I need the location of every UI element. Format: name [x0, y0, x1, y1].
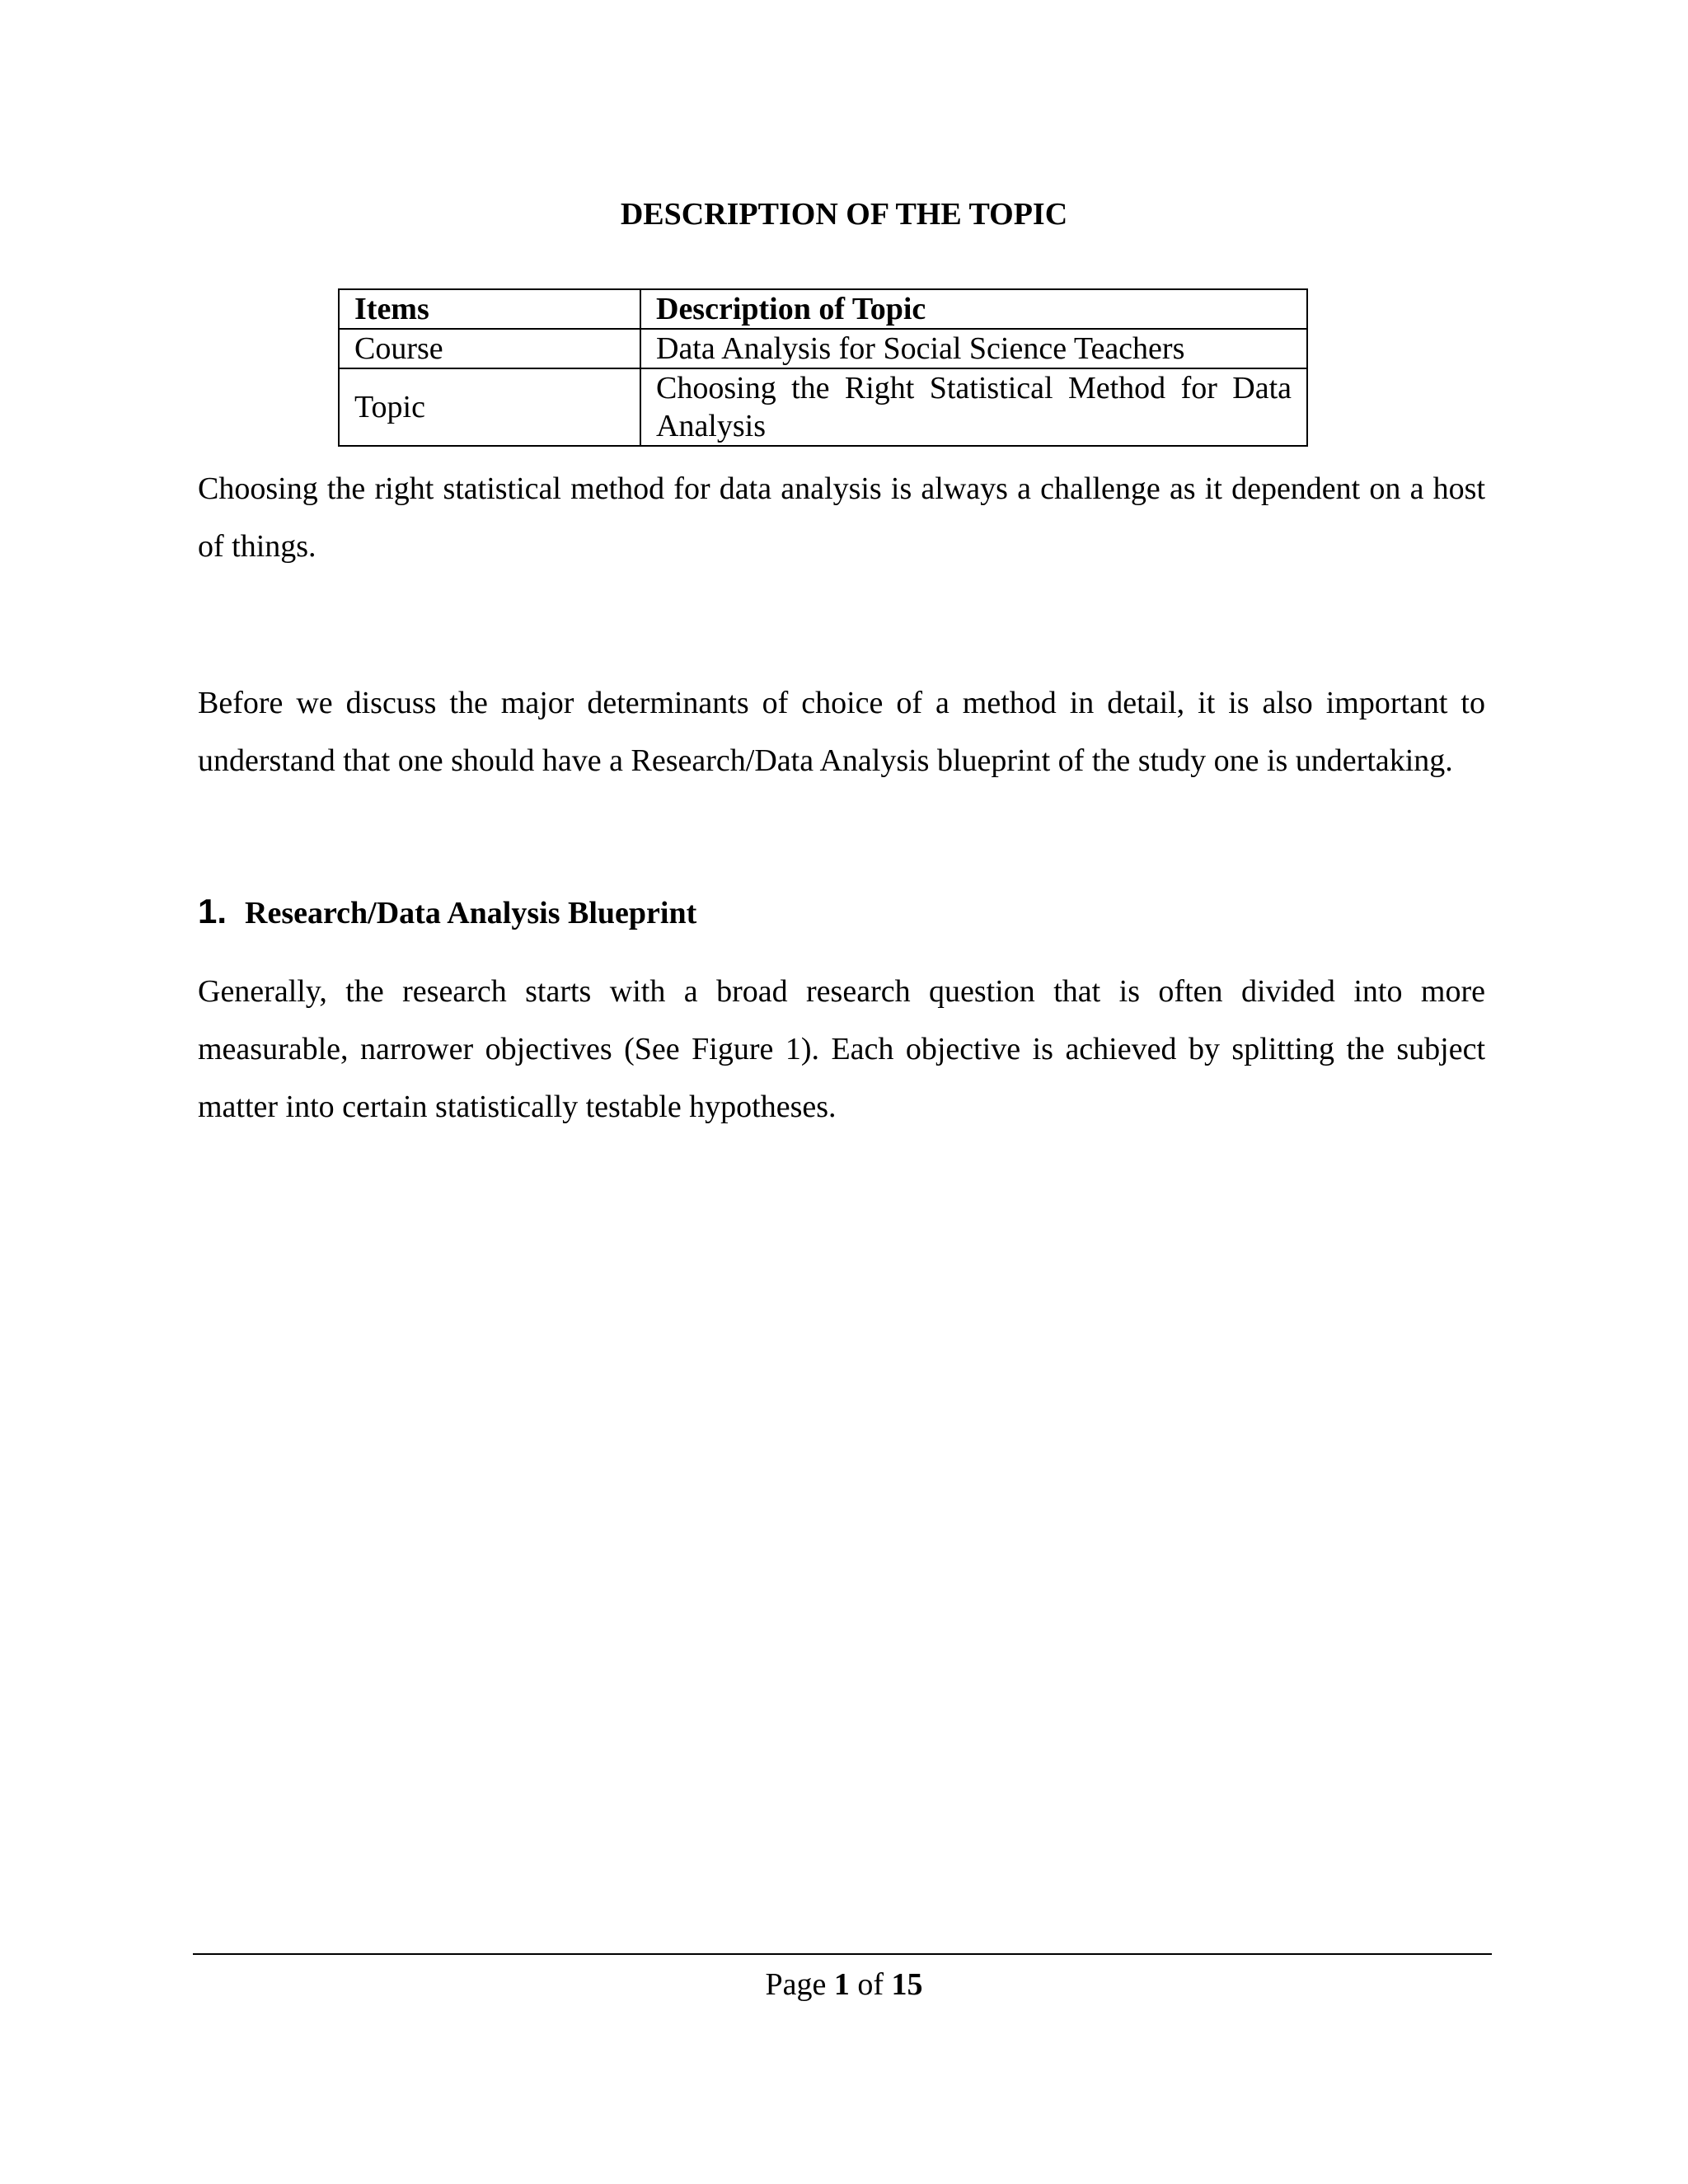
- table-cell-item: Topic: [339, 368, 640, 446]
- table-cell-item: Course: [339, 329, 640, 368]
- table-header-row: [339, 289, 1307, 329]
- table-row: [339, 368, 1307, 446]
- table-cell-description: Choosing the Right Statistical Method for Data Analysis: [640, 368, 1307, 446]
- current-page-number: 1: [833, 1967, 850, 2002]
- table-header-description: Description of Topic: [640, 289, 1307, 329]
- topic-table: [338, 288, 1308, 447]
- body-paragraph: Generally, the research starts with a broad research question that is often divided into more measurable, narrower objectives (See Figure 1). Each objective is achieved by splitting the subject matter into certain statistically testable hypotheses.: [198, 974, 1485, 1124]
- table-cell-description: Data Analysis for Social Science Teachers: [640, 329, 1307, 368]
- of-word: of: [857, 1967, 884, 2002]
- page-footer: [0, 1965, 1688, 2004]
- total-pages-number: 15: [891, 1967, 923, 2002]
- section-number: 1.: [198, 892, 227, 930]
- footer-rule: [193, 1953, 1492, 1955]
- table-row: [339, 329, 1307, 368]
- section-heading: [198, 887, 696, 938]
- intro-paragraph: Choosing the right statistical method for data analysis is always a challenge as it dependent on a host of things.: [198, 471, 1485, 564]
- page-title: DESCRIPTION OF THE TOPIC: [620, 197, 1068, 232]
- table-header-items: Items: [339, 289, 640, 329]
- page-word: Page: [765, 1967, 827, 2002]
- section-title: Research/Data Analysis Blueprint: [245, 896, 697, 930]
- blueprint-intro-paragraph: Before we discuss the major determinants of choice of a method in detail, it is also important to understand that one should have a Research/Data Analysis blueprint of the study one is undertaking.: [198, 686, 1485, 778]
